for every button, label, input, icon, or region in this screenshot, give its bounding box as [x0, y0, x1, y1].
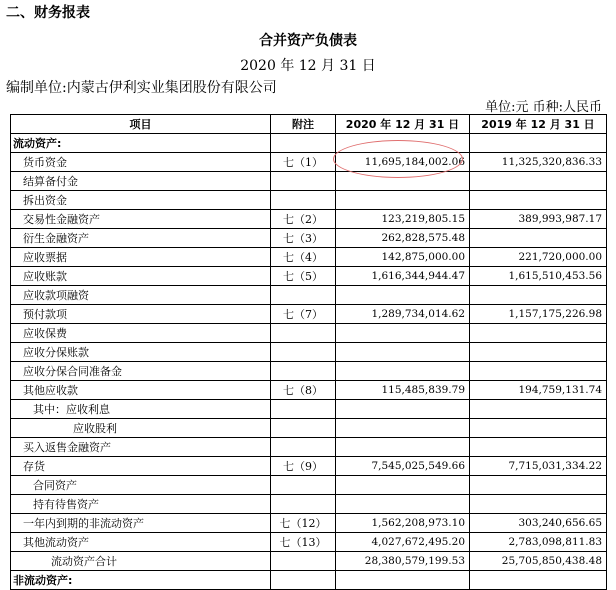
- row-value-2020: [336, 191, 470, 210]
- table-row: [11, 305, 607, 324]
- row-value-2020: 11,695,184,002.06: [336, 153, 470, 172]
- row-item: 结算备付金: [11, 172, 271, 191]
- row-item: 流动资产合计: [11, 552, 271, 571]
- row-value-2019: 194,759,131.74: [470, 381, 607, 400]
- row-value-2020: [336, 476, 470, 495]
- row-value-2020: [336, 324, 470, 343]
- row-value-2019: 2,783,098,811.83: [470, 533, 607, 552]
- row-note: [271, 400, 336, 419]
- row-note: [271, 438, 336, 457]
- row-value-2019: [470, 172, 607, 191]
- row-item: 衍生金融资产: [11, 229, 271, 248]
- row-value-2020: 1,562,208,973.10: [336, 514, 470, 533]
- table-row: [11, 324, 607, 343]
- row-value-2020: [336, 362, 470, 381]
- row-item: 其他应收款: [11, 381, 271, 400]
- row-note: [271, 191, 336, 210]
- row-item: 应收票据: [11, 248, 271, 267]
- row-item: 流动资产:: [11, 134, 271, 153]
- table-row: [11, 343, 607, 362]
- row-item: 应收分保账款: [11, 343, 271, 362]
- row-note: 七（12）: [271, 514, 336, 533]
- row-value-2019: [470, 476, 607, 495]
- table-row: [11, 286, 607, 305]
- table-row: [11, 381, 607, 400]
- row-note: [271, 571, 336, 590]
- balance-sheet-table: [10, 114, 607, 590]
- table-row: [11, 172, 607, 191]
- row-value-2019: [470, 134, 607, 153]
- row-value-2020: [336, 343, 470, 362]
- table-row: [11, 533, 607, 552]
- row-note: [271, 324, 336, 343]
- row-value-2020: [336, 571, 470, 590]
- row-value-2020: [336, 134, 470, 153]
- row-value-2019: 1,157,175,226.98: [470, 305, 607, 324]
- row-value-2020: 4,027,672,495.20: [336, 533, 470, 552]
- row-note: 七（8）: [271, 381, 336, 400]
- compiling-unit: 编制单位:内蒙古伊利实业集团股份有限公司: [6, 80, 277, 96]
- row-note: [271, 134, 336, 153]
- table-row: [11, 267, 607, 286]
- table-header-row: [11, 115, 607, 134]
- row-item: 预付款项: [11, 305, 271, 324]
- row-note: [271, 343, 336, 362]
- row-note: [271, 362, 336, 381]
- row-item: 货币资金: [11, 153, 271, 172]
- row-note: 七（2）: [271, 210, 336, 229]
- table-row: [11, 248, 607, 267]
- row-item: 应收款项融资: [11, 286, 271, 305]
- row-value-2019: [470, 191, 607, 210]
- row-value-2019: [470, 362, 607, 381]
- row-value-2020: 115,485,839.79: [336, 381, 470, 400]
- row-note: [271, 495, 336, 514]
- table-row: [11, 229, 607, 248]
- row-item: 应收分保合同准备金: [11, 362, 271, 381]
- row-value-2019: 303,240,656.65: [470, 514, 607, 533]
- row-value-2020: [336, 286, 470, 305]
- row-item: 买入返售金融资产: [11, 438, 271, 457]
- row-note: 七（7）: [271, 305, 336, 324]
- row-item: 持有待售资产: [11, 495, 271, 514]
- section-title: 二、财务报表: [6, 5, 90, 21]
- row-value-2020: [336, 495, 470, 514]
- table-row: [11, 476, 607, 495]
- row-value-2019: [470, 324, 607, 343]
- table-row: [11, 153, 607, 172]
- row-value-2020: 1,289,734,014.62: [336, 305, 470, 324]
- row-value-2019: 7,715,031,334.22: [470, 457, 607, 476]
- table-row: [11, 571, 607, 590]
- row-note: 七（3）: [271, 229, 336, 248]
- row-item: 一年内到期的非流动资产: [11, 514, 271, 533]
- row-item: 其他流动资产: [11, 533, 271, 552]
- header-2019: 2019 年 12 月 31 日: [470, 115, 607, 134]
- row-item: 其中：应收利息: [11, 400, 271, 419]
- row-value-2020: 7,545,025,549.66: [336, 457, 470, 476]
- document-title: 合并资产负债表: [259, 33, 357, 49]
- row-note: [271, 286, 336, 305]
- row-item: 应收保费: [11, 324, 271, 343]
- row-value-2019: 11,325,320,836.33: [470, 153, 607, 172]
- row-note: 七（1）: [271, 153, 336, 172]
- row-item: 应收账款: [11, 267, 271, 286]
- row-value-2019: [470, 438, 607, 457]
- table-row: [11, 362, 607, 381]
- row-value-2019: 25,705,850,438.48: [470, 552, 607, 571]
- currency-unit: 单位:元 币种:人民币: [485, 100, 602, 115]
- row-value-2019: [470, 400, 607, 419]
- row-note: 七（4）: [271, 248, 336, 267]
- row-value-2020: 1,616,344,944.47: [336, 267, 470, 286]
- row-value-2019: [470, 286, 607, 305]
- row-item: 非流动资产:: [11, 571, 271, 590]
- row-value-2019: [470, 495, 607, 514]
- table-row: [11, 419, 607, 438]
- header-item: 项目: [11, 115, 271, 134]
- row-value-2019: [470, 229, 607, 248]
- row-item: 合同资产: [11, 476, 271, 495]
- header-2020: 2020 年 12 月 31 日: [336, 115, 470, 134]
- row-value-2020: [336, 400, 470, 419]
- header-note: 附注: [271, 115, 336, 134]
- row-item: 交易性金融资产: [11, 210, 271, 229]
- row-value-2019: 1,615,510,453.56: [470, 267, 607, 286]
- row-value-2019: [470, 571, 607, 590]
- table-row: [11, 210, 607, 229]
- row-value-2020: 262,828,575.48: [336, 229, 470, 248]
- table-row: [11, 134, 607, 153]
- row-value-2020: [336, 419, 470, 438]
- table-row: [11, 400, 607, 419]
- row-value-2020: 142,875,000.00: [336, 248, 470, 267]
- row-note: 七（13）: [271, 533, 336, 552]
- row-value-2019: [470, 419, 607, 438]
- table-row: [11, 191, 607, 210]
- row-item: 存货: [11, 457, 271, 476]
- row-value-2020: 28,380,579,199.53: [336, 552, 470, 571]
- table-row: [11, 514, 607, 533]
- row-note: 七（5）: [271, 267, 336, 286]
- row-value-2020: 123,219,805.15: [336, 210, 470, 229]
- row-note: 七（9）: [271, 457, 336, 476]
- row-note: [271, 172, 336, 191]
- row-note: [271, 476, 336, 495]
- document-date: 2020 年 12 月 31 日: [240, 58, 376, 74]
- table-row: [11, 495, 607, 514]
- row-value-2020: [336, 172, 470, 191]
- row-value-2019: 389,993,987.17: [470, 210, 607, 229]
- row-value-2020: [336, 438, 470, 457]
- table-row: [11, 438, 607, 457]
- row-value-2019: 221,720,000.00: [470, 248, 607, 267]
- row-value-2019: [470, 343, 607, 362]
- table-row: [11, 457, 607, 476]
- row-note: [271, 419, 336, 438]
- row-item: 应收股利: [11, 419, 271, 438]
- row-item: 拆出资金: [11, 191, 271, 210]
